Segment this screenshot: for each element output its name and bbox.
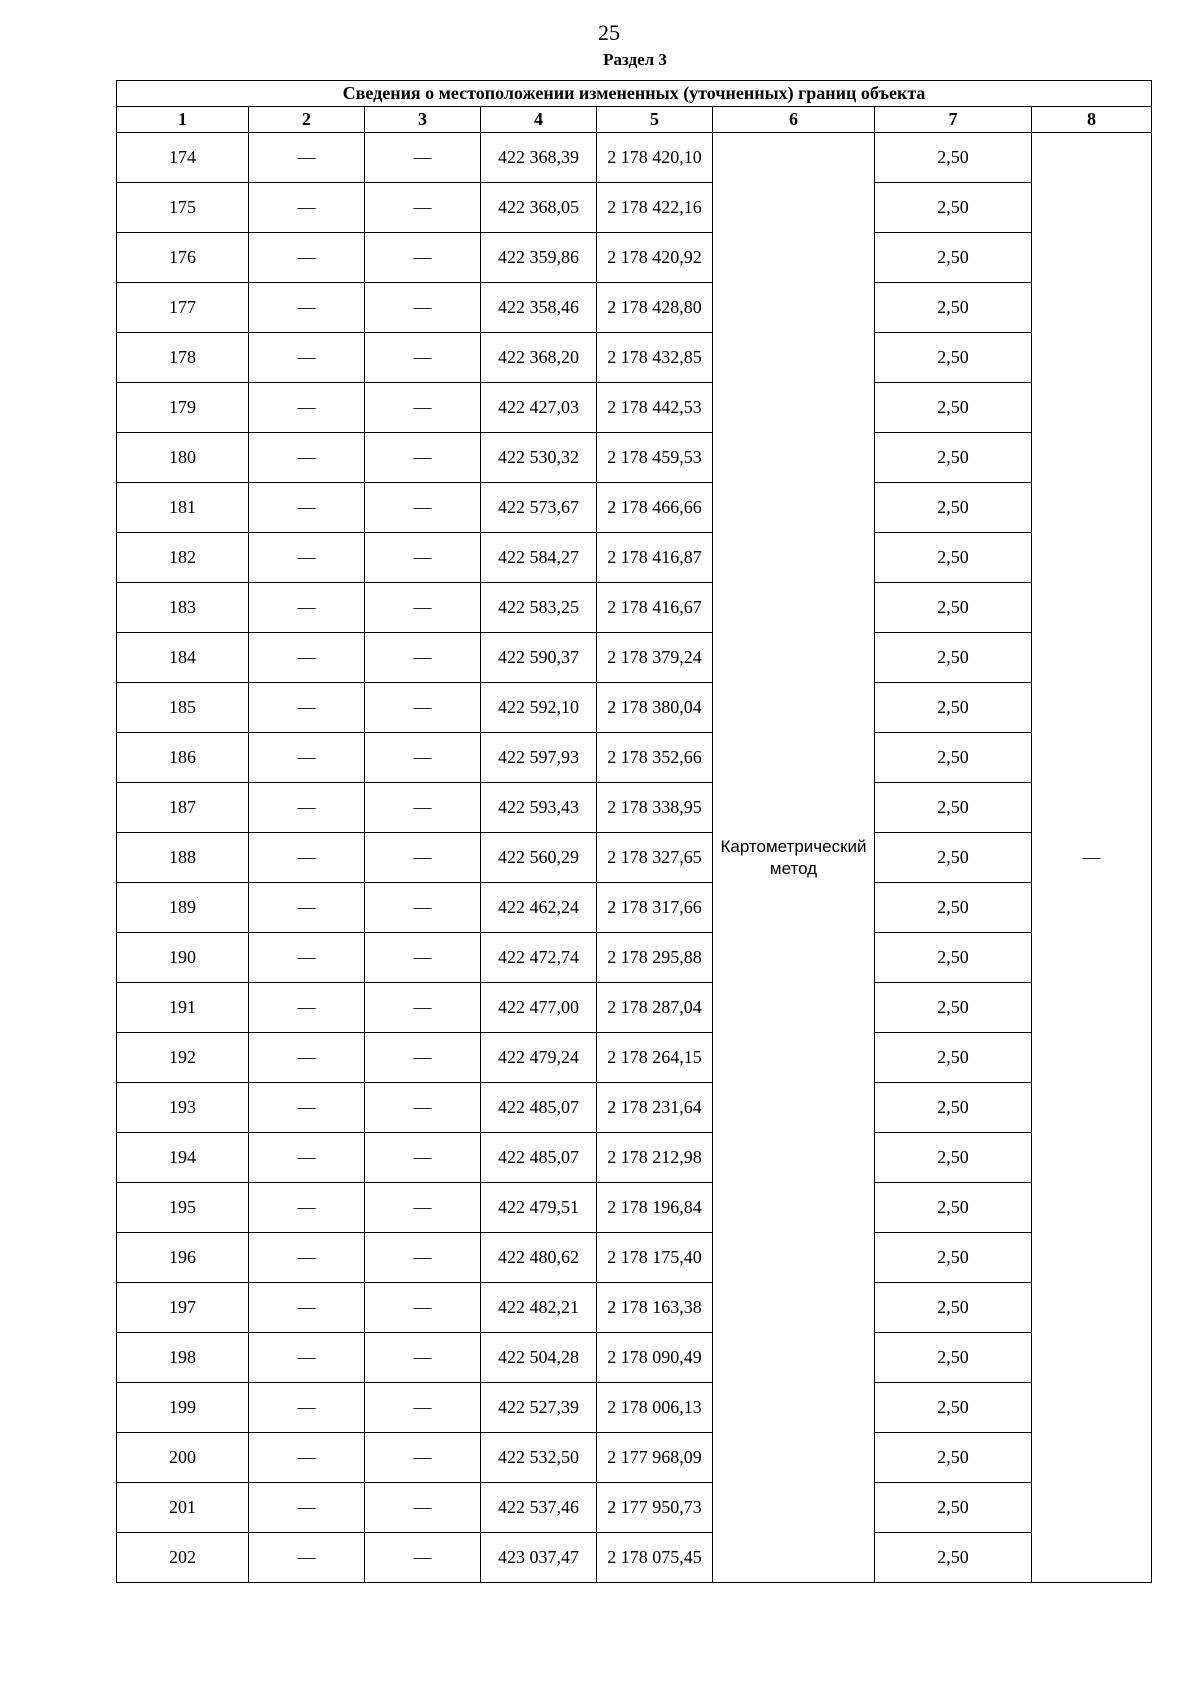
table-row: [117, 1183, 1152, 1233]
point-number-cell: 192: [117, 1033, 249, 1083]
y-coordinate-cell: 2 178 075,45: [597, 1533, 713, 1583]
column3-cell: —: [365, 783, 481, 833]
table-row: [117, 433, 1152, 483]
column2-cell: —: [249, 633, 365, 683]
table-row: [117, 583, 1152, 633]
y-coordinate-cell: 2 178 352,66: [597, 733, 713, 783]
table-row: [117, 1383, 1152, 1433]
accuracy-cell: 2,50: [875, 1233, 1032, 1283]
table-row: [117, 1483, 1152, 1533]
y-coordinate-cell: 2 178 428,80: [597, 283, 713, 333]
column-number-6: 6: [713, 107, 875, 133]
point-number-cell: 199: [117, 1383, 249, 1433]
accuracy-cell: 2,50: [875, 133, 1032, 183]
y-coordinate-cell: 2 178 338,95: [597, 783, 713, 833]
column3-cell: —: [365, 983, 481, 1033]
accuracy-cell: 2,50: [875, 1183, 1032, 1233]
y-coordinate-cell: 2 178 327,65: [597, 833, 713, 883]
x-coordinate-cell: 422 532,50: [481, 1433, 597, 1483]
x-coordinate-cell: 422 359,86: [481, 233, 597, 283]
column3-cell: —: [365, 483, 481, 533]
x-coordinate-cell: 422 527,39: [481, 1383, 597, 1433]
column2-cell: —: [249, 783, 365, 833]
column2-cell: —: [249, 1433, 365, 1483]
column2-cell: —: [249, 533, 365, 583]
table-row: [117, 633, 1152, 683]
table-row: [117, 333, 1152, 383]
table-row: [117, 833, 1152, 883]
column2-cell: —: [249, 1383, 365, 1433]
column2-cell: —: [249, 1083, 365, 1133]
x-coordinate-cell: 422 368,20: [481, 333, 597, 383]
accuracy-cell: 2,50: [875, 1083, 1032, 1133]
column-number-1: 1: [117, 107, 249, 133]
point-number-cell: 182: [117, 533, 249, 583]
table-row: [117, 1033, 1152, 1083]
table-row: [117, 283, 1152, 333]
accuracy-cell: 2,50: [875, 833, 1032, 883]
point-number-cell: 177: [117, 283, 249, 333]
y-coordinate-cell: 2 178 380,04: [597, 683, 713, 733]
point-number-cell: 181: [117, 483, 249, 533]
point-number-cell: 186: [117, 733, 249, 783]
point-number-cell: 191: [117, 983, 249, 1033]
x-coordinate-cell: 422 480,62: [481, 1233, 597, 1283]
column2-cell: —: [249, 1333, 365, 1383]
column3-cell: —: [365, 933, 481, 983]
determination-method-cell: Картометрический метод: [713, 133, 875, 1583]
column-number-5: 5: [597, 107, 713, 133]
point-number-cell: 200: [117, 1433, 249, 1483]
table-row: [117, 1083, 1152, 1133]
table-row: [117, 233, 1152, 283]
accuracy-cell: 2,50: [875, 883, 1032, 933]
point-number-cell: 184: [117, 633, 249, 683]
x-coordinate-cell: 422 479,24: [481, 1033, 597, 1083]
table-row: [117, 483, 1152, 533]
column3-cell: —: [365, 333, 481, 383]
point-number-cell: 198: [117, 1333, 249, 1383]
y-coordinate-cell: 2 178 432,85: [597, 333, 713, 383]
column2-cell: —: [249, 133, 365, 183]
column2-cell: —: [249, 383, 365, 433]
column2-cell: —: [249, 883, 365, 933]
column3-cell: —: [365, 433, 481, 483]
column2-cell: —: [249, 733, 365, 783]
accuracy-cell: 2,50: [875, 1033, 1032, 1083]
y-coordinate-cell: 2 177 968,09: [597, 1433, 713, 1483]
column3-cell: —: [365, 133, 481, 183]
x-coordinate-cell: 423 037,47: [481, 1533, 597, 1583]
y-coordinate-cell: 2 178 422,16: [597, 183, 713, 233]
table-row: [117, 1333, 1152, 1383]
x-coordinate-cell: 422 593,43: [481, 783, 597, 833]
x-coordinate-cell: 422 477,00: [481, 983, 597, 1033]
x-coordinate-cell: 422 597,93: [481, 733, 597, 783]
column2-cell: —: [249, 483, 365, 533]
x-coordinate-cell: 422 592,10: [481, 683, 597, 733]
accuracy-cell: 2,50: [875, 1283, 1032, 1333]
x-coordinate-cell: 422 530,32: [481, 433, 597, 483]
column3-cell: —: [365, 1033, 481, 1083]
y-coordinate-cell: 2 178 442,53: [597, 383, 713, 433]
x-coordinate-cell: 422 358,46: [481, 283, 597, 333]
point-number-cell: 197: [117, 1283, 249, 1333]
x-coordinate-cell: 422 485,07: [481, 1083, 597, 1133]
column-number-8: 8: [1032, 107, 1152, 133]
point-number-cell: 189: [117, 883, 249, 933]
page-number: 25: [598, 20, 620, 45]
y-coordinate-cell: 2 178 295,88: [597, 933, 713, 983]
column3-cell: —: [365, 583, 481, 633]
column2-cell: —: [249, 1183, 365, 1233]
accuracy-cell: 2,50: [875, 383, 1032, 433]
column2-cell: —: [249, 1033, 365, 1083]
point-number-cell: 188: [117, 833, 249, 883]
section-title: Раздел 3: [603, 50, 667, 69]
accuracy-cell: 2,50: [875, 1433, 1032, 1483]
point-number-cell: 195: [117, 1183, 249, 1233]
y-coordinate-cell: 2 178 459,53: [597, 433, 713, 483]
point-number-cell: 202: [117, 1533, 249, 1583]
column2-cell: —: [249, 333, 365, 383]
column3-cell: —: [365, 633, 481, 683]
column-number-7: 7: [875, 107, 1032, 133]
accuracy-cell: 2,50: [875, 683, 1032, 733]
table-caption: Сведения о местоположении измененных (уточненных) границ объекта: [117, 81, 1152, 107]
accuracy-cell: 2,50: [875, 483, 1032, 533]
y-coordinate-cell: 2 177 950,73: [597, 1483, 713, 1533]
accuracy-cell: 2,50: [875, 983, 1032, 1033]
table-row: [117, 783, 1152, 833]
accuracy-cell: 2,50: [875, 1333, 1032, 1383]
column2-cell: —: [249, 983, 365, 1033]
point-number-cell: 187: [117, 783, 249, 833]
accuracy-cell: 2,50: [875, 733, 1032, 783]
table-row: [117, 1533, 1152, 1583]
y-coordinate-cell: 2 178 416,87: [597, 533, 713, 583]
y-coordinate-cell: 2 178 196,84: [597, 1183, 713, 1233]
accuracy-cell: 2,50: [875, 183, 1032, 233]
y-coordinate-cell: 2 178 420,92: [597, 233, 713, 283]
column3-cell: —: [365, 1283, 481, 1333]
x-coordinate-cell: 422 368,05: [481, 183, 597, 233]
x-coordinate-cell: 422 368,39: [481, 133, 597, 183]
table-row: [117, 383, 1152, 433]
x-coordinate-cell: 422 485,07: [481, 1133, 597, 1183]
column2-cell: —: [249, 683, 365, 733]
column2-cell: —: [249, 283, 365, 333]
accuracy-cell: 2,50: [875, 233, 1032, 283]
table-row: [117, 683, 1152, 733]
y-coordinate-cell: 2 178 287,04: [597, 983, 713, 1033]
column3-cell: —: [365, 1533, 481, 1583]
x-coordinate-cell: 422 462,24: [481, 883, 597, 933]
column3-cell: —: [365, 833, 481, 883]
accuracy-cell: 2,50: [875, 1383, 1032, 1433]
x-coordinate-cell: 422 504,28: [481, 1333, 597, 1383]
column-number-2: 2: [249, 107, 365, 133]
x-coordinate-cell: 422 584,27: [481, 533, 597, 583]
point-number-cell: 179: [117, 383, 249, 433]
point-number-cell: 176: [117, 233, 249, 283]
column2-cell: —: [249, 1533, 365, 1583]
y-coordinate-cell: 2 178 317,66: [597, 883, 713, 933]
column3-cell: —: [365, 233, 481, 283]
y-coordinate-cell: 2 178 231,64: [597, 1083, 713, 1133]
y-coordinate-cell: 2 178 466,66: [597, 483, 713, 533]
column8-cell: —: [1032, 133, 1152, 1583]
y-coordinate-cell: 2 178 006,13: [597, 1383, 713, 1433]
column2-cell: —: [249, 1133, 365, 1183]
table-row: [117, 183, 1152, 233]
column2-cell: —: [249, 933, 365, 983]
column3-cell: —: [365, 283, 481, 333]
column3-cell: —: [365, 1483, 481, 1533]
x-coordinate-cell: 422 560,29: [481, 833, 597, 883]
accuracy-cell: 2,50: [875, 1133, 1032, 1183]
y-coordinate-cell: 2 178 264,15: [597, 1033, 713, 1083]
column2-cell: —: [249, 1233, 365, 1283]
table-row: [117, 933, 1152, 983]
accuracy-cell: 2,50: [875, 633, 1032, 683]
column3-cell: —: [365, 533, 481, 583]
column3-cell: —: [365, 1083, 481, 1133]
x-coordinate-cell: 422 427,03: [481, 383, 597, 433]
table-row: [117, 1233, 1152, 1283]
point-number-cell: 201: [117, 1483, 249, 1533]
table-body: [117, 133, 1152, 1583]
point-number-cell: 180: [117, 433, 249, 483]
table-row: [117, 733, 1152, 783]
accuracy-cell: 2,50: [875, 933, 1032, 983]
column-number-4: 4: [481, 107, 597, 133]
point-number-cell: 183: [117, 583, 249, 633]
y-coordinate-cell: 2 178 090,49: [597, 1333, 713, 1383]
table-row: [117, 883, 1152, 933]
column3-cell: —: [365, 1133, 481, 1183]
column2-cell: —: [249, 233, 365, 283]
column3-cell: —: [365, 183, 481, 233]
table-row: [117, 1133, 1152, 1183]
accuracy-cell: 2,50: [875, 333, 1032, 383]
table-row: [117, 1433, 1152, 1483]
point-number-cell: 196: [117, 1233, 249, 1283]
column3-cell: —: [365, 1183, 481, 1233]
accuracy-cell: 2,50: [875, 283, 1032, 333]
y-coordinate-cell: 2 178 379,24: [597, 633, 713, 683]
table-row: [117, 1283, 1152, 1333]
x-coordinate-cell: 422 482,21: [481, 1283, 597, 1333]
x-coordinate-cell: 422 479,51: [481, 1183, 597, 1233]
column3-cell: —: [365, 1233, 481, 1283]
accuracy-cell: 2,50: [875, 583, 1032, 633]
column2-cell: —: [249, 433, 365, 483]
point-number-cell: 178: [117, 333, 249, 383]
y-coordinate-cell: 2 178 175,40: [597, 1233, 713, 1283]
y-coordinate-cell: 2 178 163,38: [597, 1283, 713, 1333]
column3-cell: —: [365, 883, 481, 933]
accuracy-cell: 2,50: [875, 433, 1032, 483]
x-coordinate-cell: 422 472,74: [481, 933, 597, 983]
column2-cell: —: [249, 1283, 365, 1333]
column2-cell: —: [249, 1483, 365, 1533]
column3-cell: —: [365, 733, 481, 783]
column3-cell: —: [365, 1433, 481, 1483]
x-coordinate-cell: 422 583,25: [481, 583, 597, 633]
column3-cell: —: [365, 383, 481, 433]
column3-cell: —: [365, 1333, 481, 1383]
point-number-cell: 194: [117, 1133, 249, 1183]
column2-cell: —: [249, 583, 365, 633]
column3-cell: —: [365, 683, 481, 733]
y-coordinate-cell: 2 178 212,98: [597, 1133, 713, 1183]
column2-cell: —: [249, 833, 365, 883]
column-number-row: [117, 107, 1152, 133]
table-row: [117, 983, 1152, 1033]
column3-cell: —: [365, 1383, 481, 1433]
accuracy-cell: 2,50: [875, 783, 1032, 833]
column-number-3: 3: [365, 107, 481, 133]
point-number-cell: 185: [117, 683, 249, 733]
point-number-cell: 175: [117, 183, 249, 233]
x-coordinate-cell: 422 573,67: [481, 483, 597, 533]
table-row: [117, 133, 1152, 183]
y-coordinate-cell: 2 178 416,67: [597, 583, 713, 633]
x-coordinate-cell: 422 590,37: [481, 633, 597, 683]
point-number-cell: 190: [117, 933, 249, 983]
point-number-cell: 174: [117, 133, 249, 183]
column2-cell: —: [249, 183, 365, 233]
boundary-coordinates-table: [116, 80, 1152, 1583]
accuracy-cell: 2,50: [875, 1483, 1032, 1533]
x-coordinate-cell: 422 537,46: [481, 1483, 597, 1533]
accuracy-cell: 2,50: [875, 533, 1032, 583]
y-coordinate-cell: 2 178 420,10: [597, 133, 713, 183]
table-row: [117, 533, 1152, 583]
point-number-cell: 193: [117, 1083, 249, 1133]
accuracy-cell: 2,50: [875, 1533, 1032, 1583]
